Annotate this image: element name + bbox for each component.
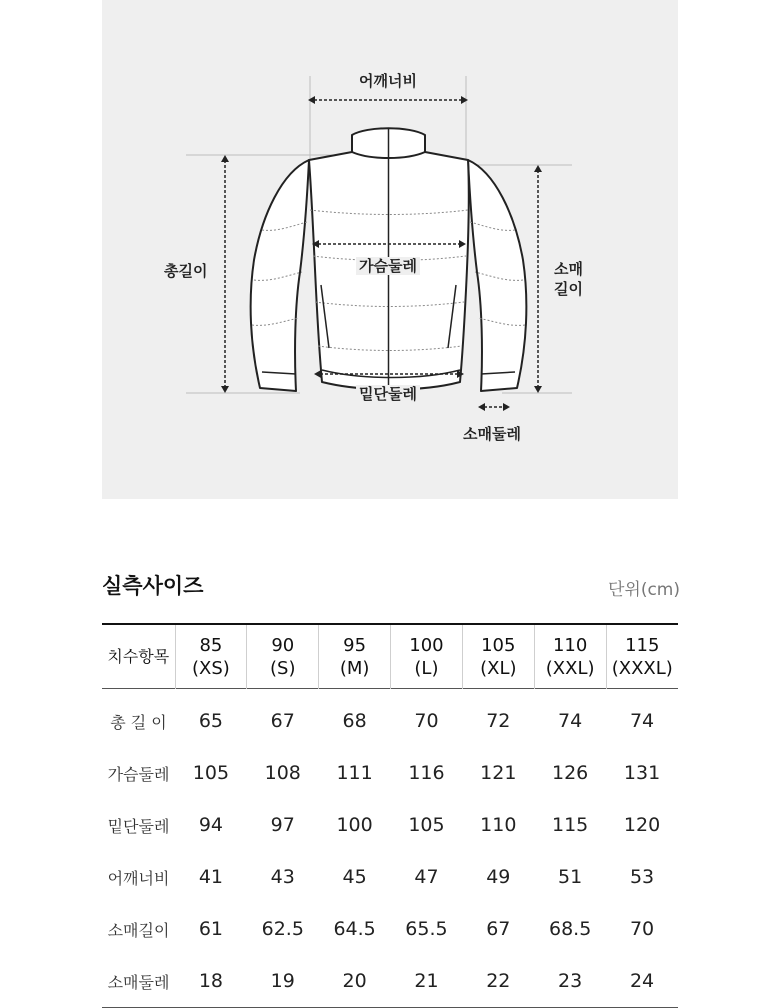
table-cell: 67 xyxy=(270,710,295,732)
table-cell: 19 xyxy=(270,970,295,992)
table-cell: 116 xyxy=(408,762,445,784)
table-cell: 22 xyxy=(486,970,511,992)
table-cell: 51 xyxy=(558,866,583,888)
size-header: 85 (XS) xyxy=(175,624,247,689)
shoulder-width-label: 어깨너비 xyxy=(359,72,417,90)
table-cell: 65.5 xyxy=(405,918,448,940)
size-header: 95 (M) xyxy=(319,624,391,689)
table-cell: 120 xyxy=(623,814,661,836)
table-cell: 53 xyxy=(629,866,655,888)
table-cell: 94 xyxy=(198,814,224,836)
table-cell: 70 xyxy=(414,710,439,732)
table-row xyxy=(102,903,678,955)
table-cell: 105 xyxy=(408,814,445,836)
size-diagram xyxy=(102,0,678,499)
size-header: 110 (XXL) xyxy=(534,624,606,689)
table-cell: 68.5 xyxy=(548,918,592,940)
table-cell: 72 xyxy=(486,710,511,732)
table-cell: 47 xyxy=(414,866,439,888)
table-cell: 115 xyxy=(552,814,589,836)
table-cell: 62.5 xyxy=(261,918,304,940)
table-cell: 110 xyxy=(480,814,517,836)
table-cell: 23 xyxy=(558,970,583,992)
sleeve-length-label-line1: 소매 xyxy=(554,260,583,278)
table-cell: 43 xyxy=(270,866,295,888)
table-cell: 21 xyxy=(414,970,439,992)
table-cell: 45 xyxy=(342,866,367,888)
table-cell: 68 xyxy=(342,710,367,732)
unit-label: 단위(cm) xyxy=(607,580,680,600)
size-header: 100 (L) xyxy=(391,624,463,689)
table-cell: 74 xyxy=(558,710,583,732)
table-cell: 131 xyxy=(623,762,661,784)
table-header-row xyxy=(102,624,678,689)
row-label: 소매둘레 xyxy=(107,972,170,992)
table-row xyxy=(102,747,678,799)
table-row xyxy=(102,851,678,903)
section-title: 실측사이즈 xyxy=(102,574,204,598)
table-cell: 108 xyxy=(264,762,301,784)
table-cell: 18 xyxy=(198,970,224,992)
size-table xyxy=(102,623,678,1008)
table-cell: 41 xyxy=(198,866,224,888)
chest-label: 가슴둘레 xyxy=(356,257,420,275)
total-length-label: 총길이 xyxy=(164,262,208,280)
sleeve-length-label-line2: 길이 xyxy=(554,280,583,298)
table-cell: 64.5 xyxy=(333,918,376,940)
row-label: 밑단둘레 xyxy=(107,816,170,836)
table-cell: 111 xyxy=(336,762,373,784)
corner-header: 치수항목 xyxy=(107,647,170,666)
table-cell: 61 xyxy=(198,918,224,940)
table-cell: 65 xyxy=(198,710,224,732)
table-cell: 67 xyxy=(486,918,511,940)
row-label: 총 길 이 xyxy=(110,712,167,732)
hem-label: 밑단둘레 xyxy=(356,385,420,403)
table-cell: 126 xyxy=(552,762,589,784)
table-cell: 100 xyxy=(336,814,373,836)
table-cell: 49 xyxy=(486,866,511,888)
row-label: 가슴둘레 xyxy=(107,764,170,784)
row-label: 소매길이 xyxy=(107,920,170,940)
table-cell: 121 xyxy=(480,762,517,784)
table-row xyxy=(102,689,678,748)
size-header: 105 (XL) xyxy=(462,624,534,689)
row-label: 어깨너비 xyxy=(107,868,170,888)
size-header: 90 (S) xyxy=(247,624,319,689)
table-row xyxy=(102,955,678,1008)
table-cell: 97 xyxy=(270,814,295,836)
table-cell: 105 xyxy=(192,762,230,784)
size-header: 115 (XXXL) xyxy=(606,624,678,689)
cuff-label: 소매둘레 xyxy=(463,425,521,443)
table-cell: 74 xyxy=(629,710,655,732)
table-row xyxy=(102,799,678,851)
table-cell: 70 xyxy=(629,918,655,940)
table-cell: 20 xyxy=(342,970,367,992)
table-cell: 24 xyxy=(629,970,655,992)
